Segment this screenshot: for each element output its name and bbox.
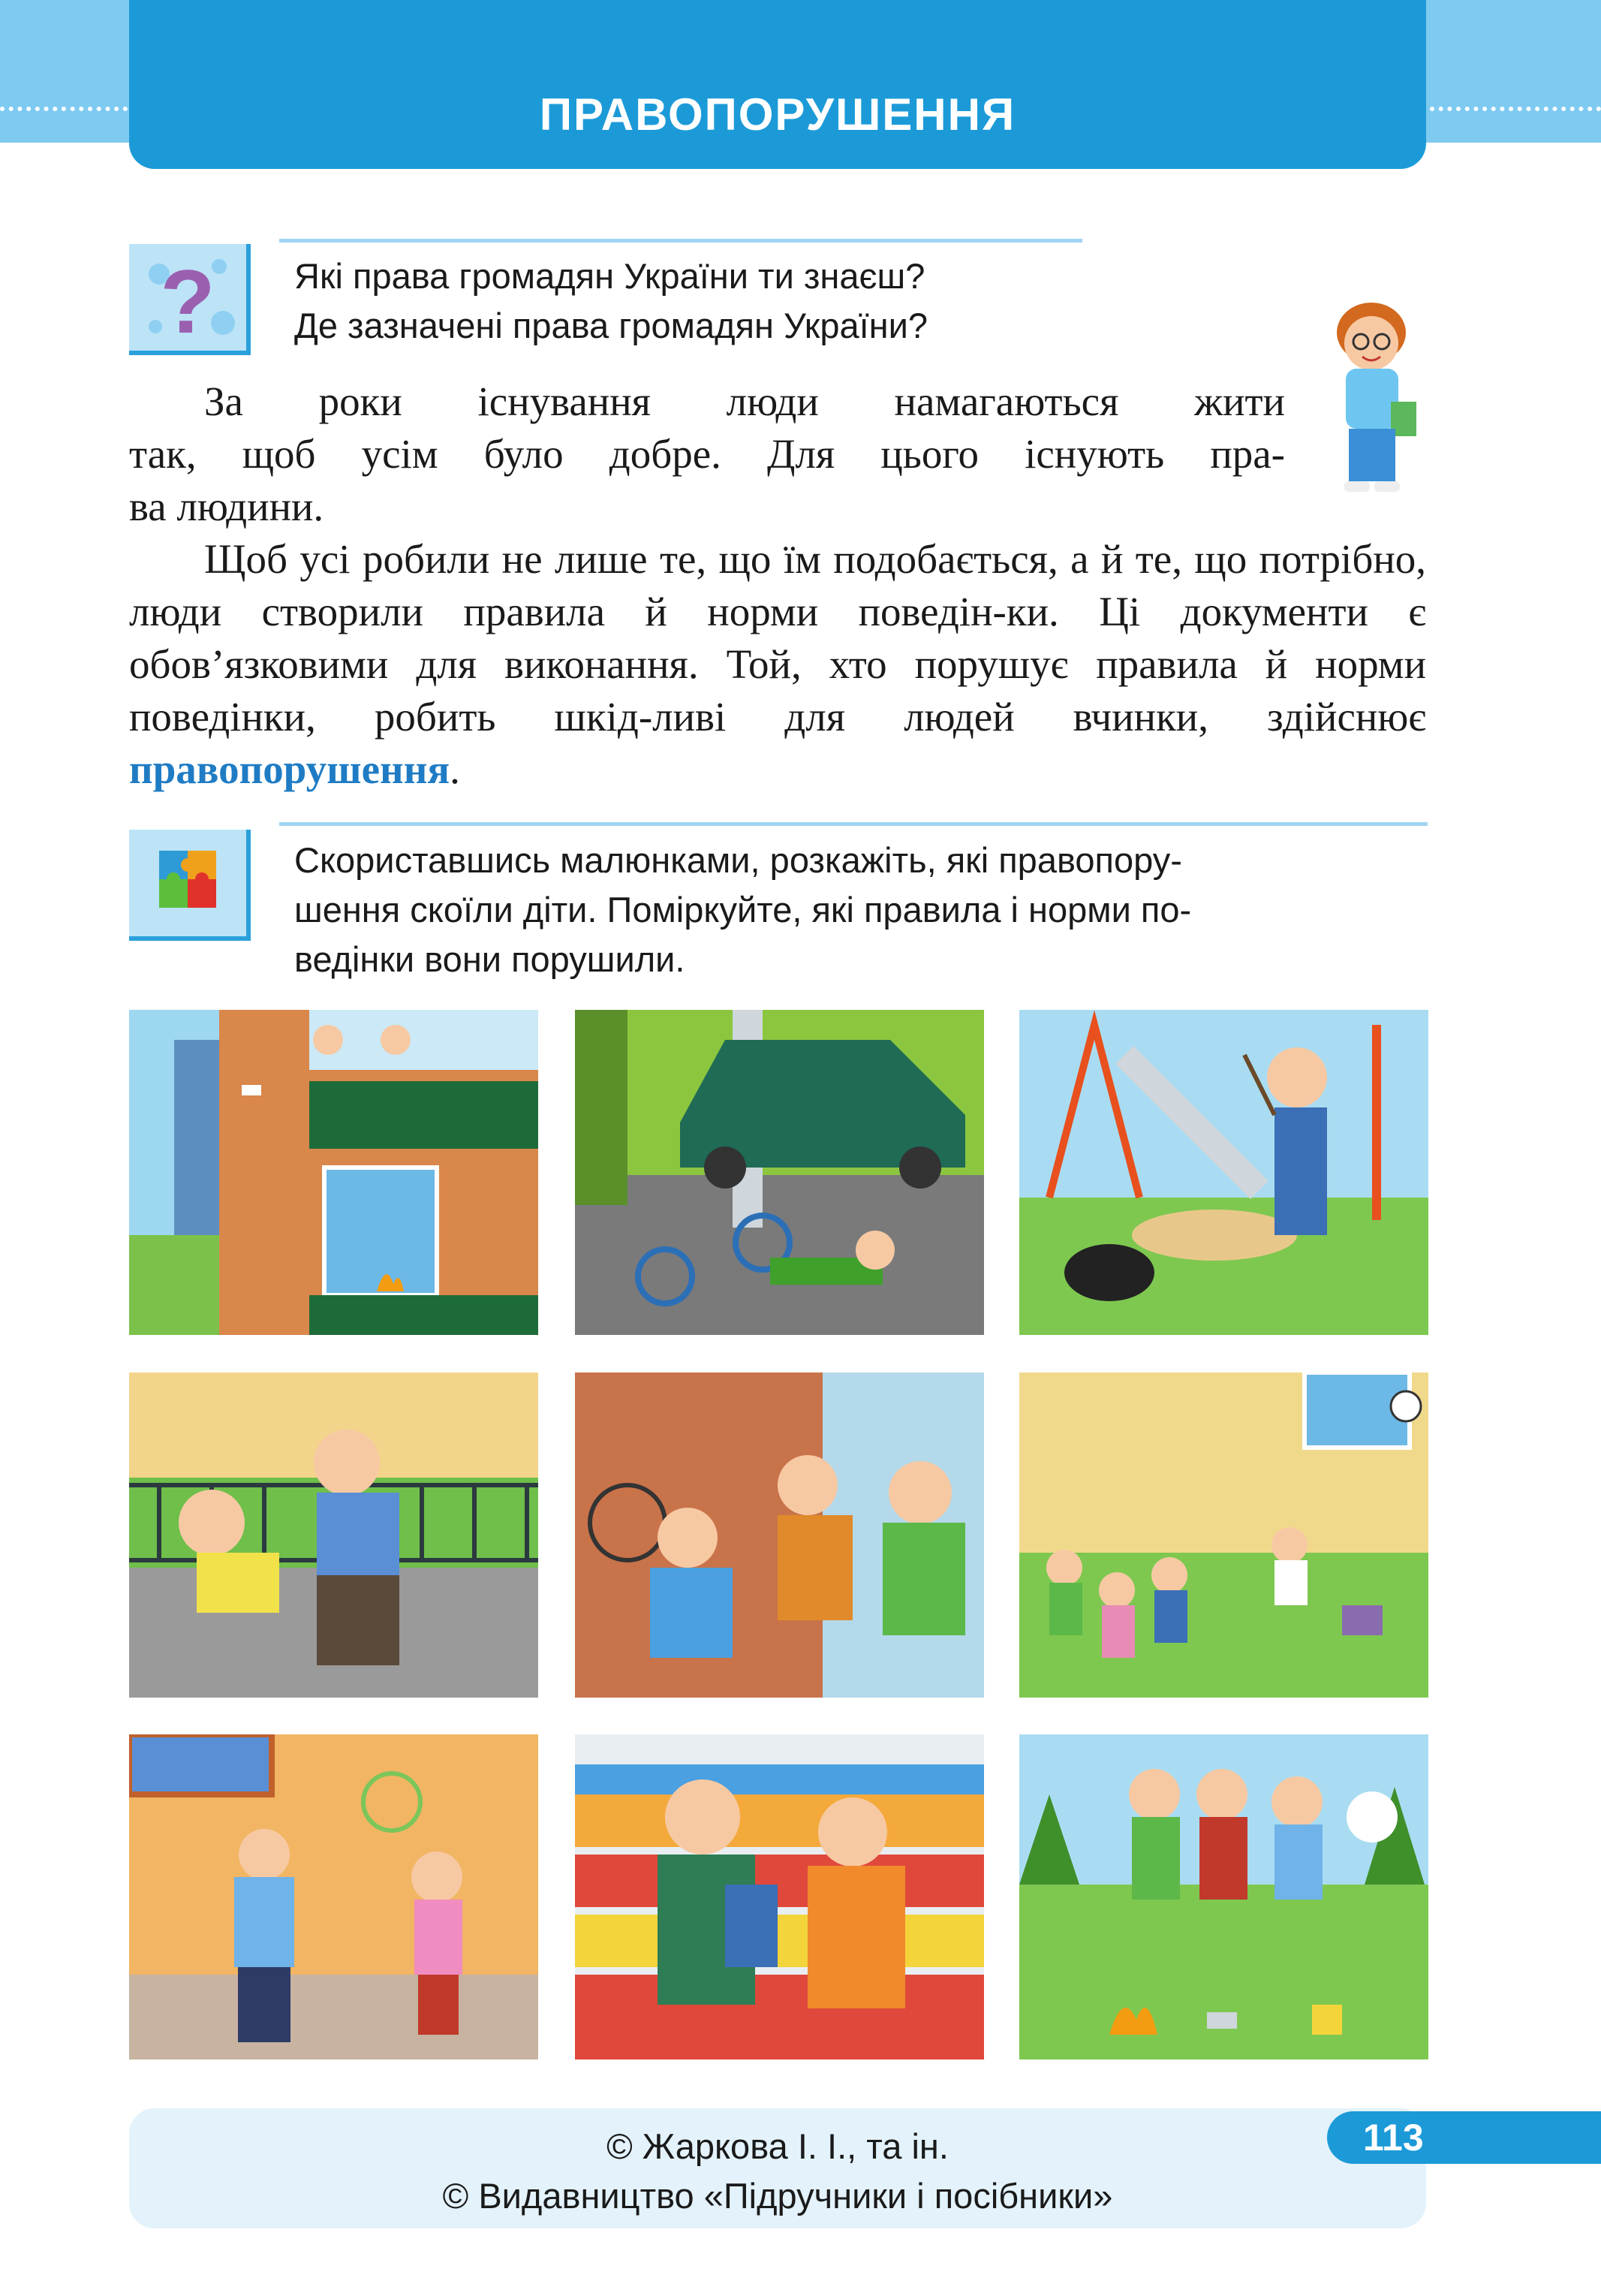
picture-shop-theft: [575, 1734, 984, 2059]
paragraph-2-text: Щоб усі робили не лише те, що їм подобається, а й те, що потрібно, люди створили правила й норми поведін-ки. Ці документи є обов’язковими для виконання. Той, хто порушує правила й норми поведінки, робить шкід-ливі для людей вчинки, здійснює: [129, 536, 1426, 740]
header-band-right: [1419, 0, 1601, 143]
task-rule: [279, 822, 1428, 826]
picture-ball-window: [1019, 1372, 1428, 1698]
paragraph-line: так, щоб усім було добре. Для цього існують пра-: [129, 431, 1285, 477]
header-tab: [129, 0, 1426, 169]
picture-campfire-litter: [1019, 1734, 1428, 2059]
header-dots-right: [1430, 107, 1601, 111]
copyright-publisher: © Видавництво «Підручники і посібники»: [442, 2176, 1113, 2216]
picture-fight: [129, 1372, 538, 1698]
picture-girl-playground: [1019, 1010, 1428, 1335]
task-text: [294, 836, 1420, 984]
paragraph-line: ва людини.: [129, 484, 324, 529]
paragraph-2-end: .: [450, 746, 460, 792]
term-highlight: правопорушення: [129, 746, 450, 792]
puzzle-icon: [129, 830, 251, 941]
header-band-left: [0, 0, 143, 143]
boy-illustration: [1317, 297, 1430, 503]
question-list: [294, 252, 1120, 351]
picture-drawing-on-wall: [129, 1734, 538, 2059]
picture-balcony-fire: [129, 1010, 538, 1335]
copyright-authors: © Жаркова І. І., та ін.: [606, 2126, 949, 2166]
task-line: шення скоїли діти. Поміркуйте, які правила і норми по-: [294, 890, 1192, 930]
header-dots-left: [0, 107, 128, 111]
picture-graffiti-boys: [575, 1372, 984, 1698]
question-line: Які права громадян України ти знаєш?: [294, 256, 925, 296]
paragraph-line: За роки існування люди намагаються жити: [204, 378, 1285, 424]
svg-text:?: ?: [160, 252, 215, 351]
paragraph-1: [129, 375, 1285, 533]
question-rule: [279, 239, 1082, 243]
question-line: Де зазначені права громадян України?: [294, 306, 928, 345]
task-line: ведінки вони порушили.: [294, 939, 685, 979]
page-number: 113: [1327, 2111, 1601, 2164]
question-mark-icon: [129, 244, 251, 355]
task-line: Скориставшись малюнками, розкажіть, які правопору-: [294, 840, 1182, 880]
paragraph-2: [129, 533, 1426, 796]
picture-car-accident: [575, 1010, 984, 1335]
page-title: ПРАВОПОРУШЕННЯ: [539, 89, 1016, 140]
